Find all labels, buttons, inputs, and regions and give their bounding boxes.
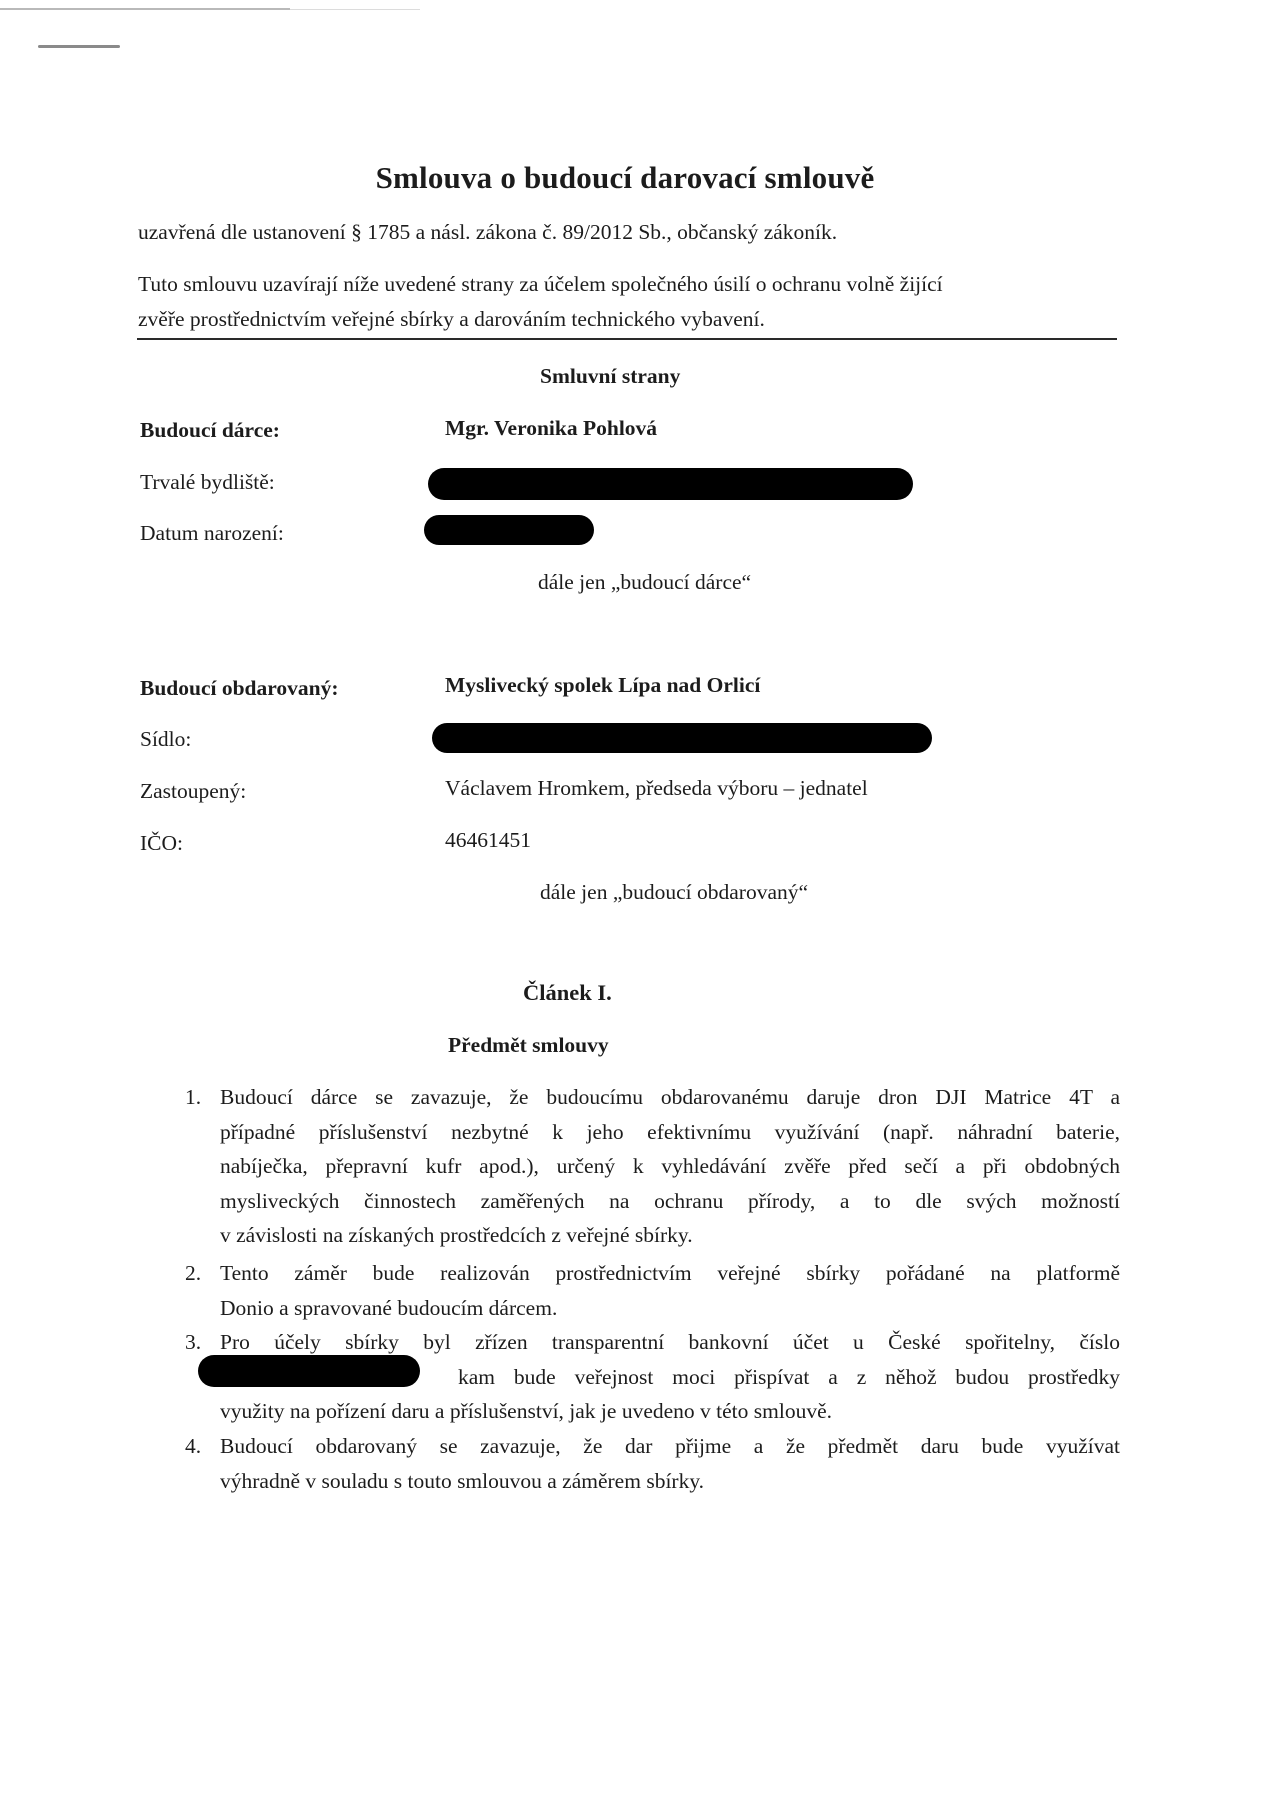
redaction-seat	[432, 723, 932, 753]
list-item-number: 1.	[185, 1085, 202, 1109]
list-item-line: Budoucí dárce se zavazuje, že budoucímu obdarovanému daruje dron DJI Matrice 4T a	[220, 1085, 1120, 1109]
list-item	[185, 1080, 1125, 1260]
redaction-account-number	[198, 1355, 420, 1387]
list-item-line: Tento záměr bude realizován prostřednictvím veřejné sbírky pořádané na platformě	[220, 1261, 1120, 1285]
ico-label: IČO:	[140, 831, 183, 855]
list-item-number: 4.	[185, 1434, 202, 1458]
list-item-line: Budoucí obdarovaný se zavazuje, že dar přijme a že předmět daru bude využívat	[220, 1434, 1120, 1458]
redaction-residence	[428, 468, 913, 500]
donor-hereinafter: dále jen „budoucí dárce“	[538, 570, 752, 594]
list-item-line: Donio a spravované budoucím dárcem.	[220, 1295, 558, 1320]
parties-heading: Smluvní strany	[540, 364, 681, 388]
document-subtitle: uzavřená dle ustanovení § 1785 a násl. zákona č. 89/2012 Sb., občanský zákoník.	[138, 220, 838, 244]
donor-name: Mgr. Veronika Pohlová	[445, 416, 658, 440]
list-item-number: 3.	[185, 1330, 202, 1354]
list-item-text	[220, 1429, 1120, 1498]
list-item-line: v závislosti na získaných prostředcích z veřejné sbírky.	[220, 1223, 693, 1247]
represented-label: Zastoupený:	[140, 779, 247, 803]
divider-line	[137, 338, 1117, 340]
recipient-hereinafter: dále jen „budoucí obdarovaný“	[540, 880, 809, 904]
donor-label: Budoucí dárce:	[140, 418, 280, 442]
document-title: Smlouva o budoucí darovací smlouvě	[375, 160, 875, 195]
intro-line-1: Tuto smlouvu uzavírají níže uvedené strany za účelem společného úsilí o ochranu volně žijící	[138, 272, 943, 296]
intro-line-2: zvěře prostřednictvím veřejné sbírky a darováním technického vybavení.	[138, 307, 765, 331]
list-item-line: výhradně v souladu s touto smlouvou a záměrem sbírky.	[220, 1468, 705, 1493]
scan-artifact-mark	[38, 45, 120, 48]
list-item-line: Pro účely sbírky byl zřízen transparentní bankovní účet u České spořitelny, číslo	[220, 1330, 1120, 1354]
list-item-number: 2.	[185, 1261, 202, 1285]
list-item-line: nabíječka, přepravní kufr apod.), určený k vyhledávání zvěře před sečí a při obdobných	[220, 1154, 1120, 1178]
article-heading: Předmět smlouvy	[448, 1033, 609, 1057]
seat-label: Sídlo:	[140, 727, 192, 751]
list-item-line: případné příslušenství nezbytné k jeho efektivnímu využívání (např. náhradní baterie,	[220, 1119, 1120, 1144]
list-item-text	[220, 1080, 1120, 1253]
recipient-label: Budoucí obdarovaný:	[140, 676, 339, 700]
list-item	[185, 1256, 1125, 1328]
scan-artifact-line	[290, 9, 420, 10]
scan-artifact-line	[0, 8, 290, 10]
list-item-text	[220, 1256, 1120, 1325]
birth-date-label: Datum narození:	[140, 521, 284, 545]
article-number: Článek I.	[523, 980, 612, 1005]
list-item-line: mysliveckých činnostech zaměřených na ochranu přírody, a to dle svých možností	[220, 1188, 1120, 1213]
list-item-line: kam bude veřejnost moci přispívat a z něhož budou prostředky	[458, 1364, 1120, 1389]
redaction-birth-date	[424, 515, 594, 545]
list-item	[185, 1429, 1125, 1501]
represented-value: Václavem Hromkem, předseda výboru – jednatel	[445, 776, 868, 800]
residence-label: Trvalé bydliště:	[140, 470, 275, 494]
recipient-name: Myslivecký spolek Lípa nad Orlicí	[445, 673, 761, 697]
ico-value: 46461451	[445, 828, 531, 852]
list-item-line: využity na pořízení daru a příslušenství, jak je uvedeno v této smlouvě.	[220, 1399, 833, 1423]
